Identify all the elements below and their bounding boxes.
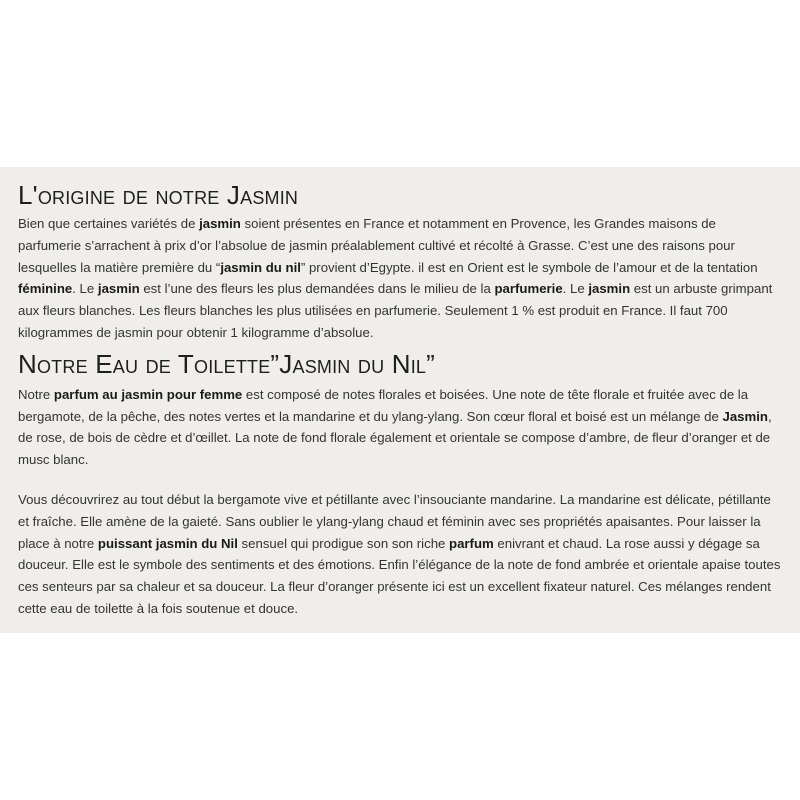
paragraph-origin: Bien que certaines variétés de jasmin soient présentes en France et notamment en Provence, les Grandes maisons de parfumerie s’arrachent à prix d’or l’absolue de jasmin préalablement cultivé et récolté à Grasse. C’est une des raisons pour lesquelles la matière première du “jasmin du nil” provient d’Egypte. il est en Orient est le symbole de l’amour et de la tentation féminine. Le jasmin est l’une des fleurs les plus demandées dans le milieu de la parfumerie. Le jasmin est un arbuste grimpant aux fleurs blanches. Les fleurs blanches les plus utilisées en parfumerie. Seulement 1 % est produit en France. Il faut 700 kilogrammes de jasmin pour obtenir 1 kilogramme d’absolue. <box>18 216 773 340</box>
emphasis-text: Jasmin <box>722 408 768 424</box>
emphasis-text: parfum au jasmin pour femme <box>53 386 243 402</box>
section-heading-origin: L'origine de notre Jasmin <box>18 180 299 210</box>
emphasis-text: jasmin <box>199 216 241 231</box>
section-heading-eau-de-toilette: Notre Eau de Toilette”Jasmin du Nil” <box>18 348 435 379</box>
emphasis-text: parfum <box>449 535 494 551</box>
emphasis-text: jasmin <box>588 281 631 297</box>
emphasis-text: jasmin du nil <box>220 259 301 275</box>
emphasis-text: jasmin <box>97 281 140 297</box>
paragraph-composition: Notre parfum au jasmin pour femme est composé de notes florales et boisées. Une note de tête florale et fruitée avec de la bergamote, de la pêche, des notes vertes et la mandarine et du ylang-ylang. Son cœur floral et boisé est un mélange de Jasmin, de rose, de bois de cèdre et d’œillet. La note de fond florale également et orientale se compose d’ambre, de fleur d’oranger et de musc blanc. <box>18 386 772 468</box>
emphasis-text: féminine <box>18 281 73 297</box>
emphasis-text: puissant jasmin du Nil <box>97 535 238 551</box>
emphasis-text: parfumerie <box>494 281 563 297</box>
content-panel <box>0 167 800 633</box>
paragraph-description: Vous découvrirez au tout début la bergamote vive et pétillante avec l’insouciante mandarine. La mandarine est délicate, pétillante et fraîche. Elle amène de la gaieté. Sans oublier le ylang-ylang chaud et féminin avec ses propriétés apaisantes. Pour laisser la place à notre puissant jasmin du Nil sensuel qui prodigue son son riche parfum enivrant et chaud. La rose aussi y dégage sa douceur. Elle est le symbole des sentiments et des émotions. Enfin l’élégance de la note de fond ambrée et orientale apaise toutes ces senteurs par sa chaleur et sa douceur. La fleur d’oranger présente ici est un excellent fixateur naturel. Ces mélanges rendent cette eau de toilette à la fois soutenue et douce. <box>18 491 781 616</box>
